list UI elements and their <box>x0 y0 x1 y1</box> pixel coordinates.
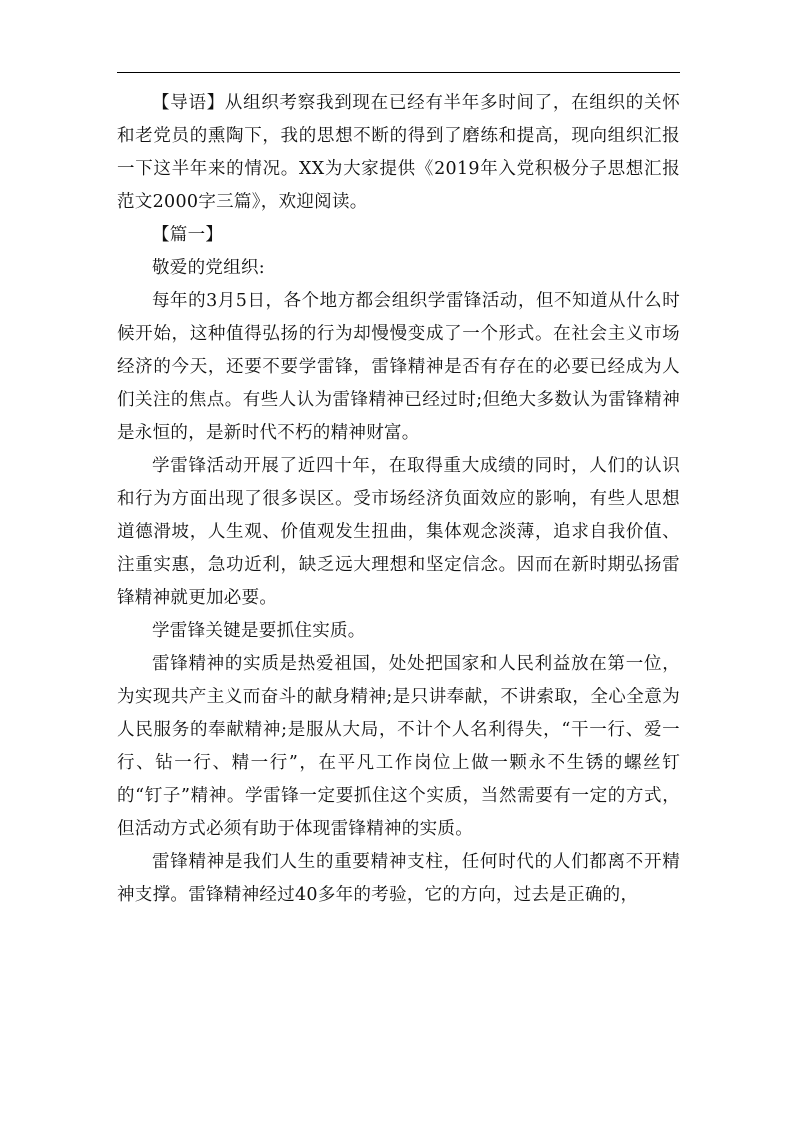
body-paragraph: 学雷锋活动开展了近四十年，在取得重大成绩的同时，人们的认识和行为方面出现了很多误区。受市场经济负面效应的影响，有些人思想道德滑坡，人生观、价值观发生扭曲，集体观念淡薄，追求自我价值、注重实惠，急功近利，缺乏远大理想和坚定信念。因而在新时期弘扬雷锋精神就更加必要。 <box>117 456 680 608</box>
body-paragraph: 雷锋精神的实质是热爱祖国，处处把国家和人民利益放在第一位，为实现共产主义而奋斗的献身精神;是只讲奉献，不讲索取，全心全意为人民服务的奉献精神;是服从大局，不计个人名利得失，“干一行、爱一行、钻一行、精一行”，在平凡工作岗位上做一颗永不生锈的螺丝钉的“钉子”精神。学雷锋一定要抓住这个实质，当然需要有一定的方式，但活动方式必须有助于体现雷锋精神的实质。 <box>117 654 680 839</box>
body-paragraph: 雷锋精神是我们人生的重要精神支柱，任何时代的人们都离不开精神支撑。雷锋精神经过40多年的考验，它的方向，过去是正确的， <box>117 852 680 905</box>
intro-paragraph: 【导语】从组织考察我到现在已经有半年多时间了，在组织的关怀和老党员的熏陶下，我的思想不断的得到了磨练和提高，现向组织汇报一下这半年来的情况。XX为大家提供《2019年入党积极分子思想汇报范文2000字三篇》，欢迎阅读。 <box>117 93 680 212</box>
body-paragraph: 每年的3月5日，各个地方都会组织学雷锋活动，但不知道从什么时候开始，这种值得弘扬的行为却慢慢变成了一个形式。在社会主义市场经济的今天，还要不要学雷锋，雷锋精神是否有存在的必要已经成为人们关注的焦点。有些人认为雷锋精神已经过时;但绝大多数认为雷锋精神是永恒的，是新时代不朽的精神财富。 <box>117 291 680 443</box>
section-heading: 【篇一】 <box>152 225 224 245</box>
body-paragraph: 学雷锋关键是要抓住实质。 <box>152 621 366 641</box>
header-rule <box>117 72 680 73</box>
document-body <box>117 87 680 912</box>
salutation: 敬爱的党组织: <box>152 258 265 278</box>
